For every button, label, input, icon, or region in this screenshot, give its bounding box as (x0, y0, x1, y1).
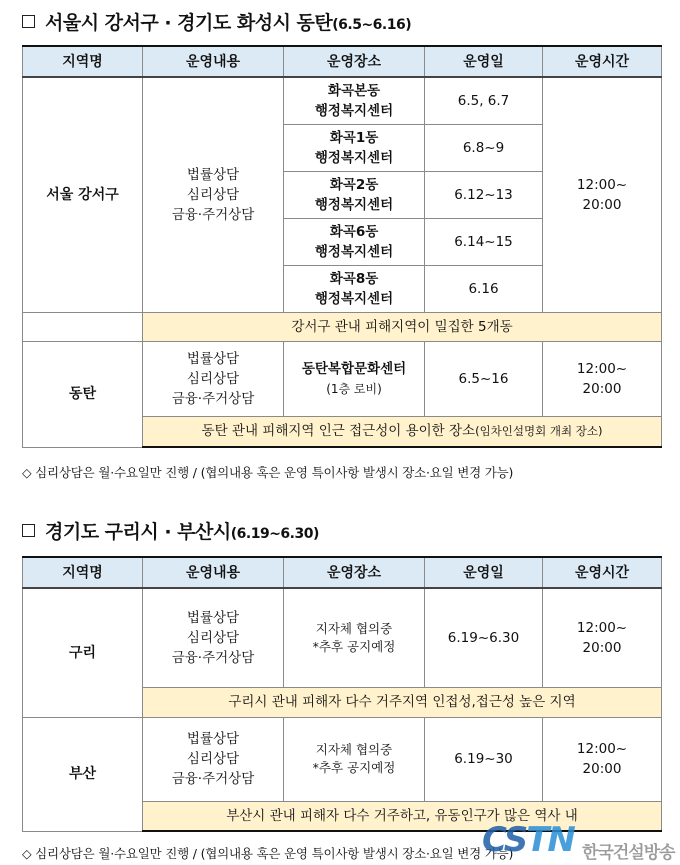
place-cell (284, 588, 425, 687)
table-row (23, 341, 662, 416)
content-line: 심리상담 (186, 370, 240, 387)
broadcaster-watermark (482, 820, 678, 864)
place-line: 화곡8동 (329, 270, 379, 287)
place-line: *추후 공지예정 (312, 760, 396, 775)
content-cell (143, 588, 284, 687)
place-line: 화곡본동 (327, 82, 381, 99)
date-cell: 6.16 (425, 265, 543, 312)
table-row (23, 588, 662, 687)
checkbox-square-icon (22, 524, 35, 537)
place-cell (284, 77, 425, 124)
content-line: 금융·주거상담 (171, 206, 255, 223)
footnote-2: ◇ 심리상담은 월·수요일만 진행 / (협의내용 혹은 운영 특이사항 발생시 장소·요일 변경 가능) (22, 846, 514, 861)
time-line: 20:00 (582, 761, 622, 777)
time-cell (543, 341, 662, 416)
content-line: 심리상담 (186, 751, 240, 767)
content-cell (143, 717, 284, 801)
section-1-title (22, 8, 411, 35)
time-line: 20:00 (582, 639, 622, 656)
time-line: 20:00 (582, 196, 622, 213)
time-cell (543, 717, 662, 801)
table-header-row (23, 557, 662, 588)
region-cell: 구리 (23, 588, 143, 717)
place-line: 행정복지센터 (314, 196, 394, 213)
region-cell: 서울 강서구 (23, 77, 143, 312)
time-line: 12:00~ (576, 176, 628, 193)
col-header-region: 지역명 (23, 46, 143, 77)
place-cell (284, 265, 425, 312)
time-line: 12:00~ (576, 619, 628, 636)
table-row (23, 77, 662, 124)
col-header-date: 운영일 (425, 46, 543, 77)
place-line: 지자체 협의중 (315, 742, 393, 757)
date-cell: 6.14~15 (425, 218, 543, 265)
note-cell: 구리시 관내 피해자 다수 거주지역 인접성,접근성 높은 지역 (143, 687, 662, 717)
content-cell (143, 341, 284, 416)
place-cell (284, 717, 425, 801)
place-cell (284, 341, 425, 416)
col-header-time: 운영시간 (543, 46, 662, 77)
place-cell (284, 124, 425, 171)
footnote-1: ◇ 심리상담은 월·수요일만 진행 / (협의내용 혹은 운영 특이사항 발생시 장소·요일 변경 가능) (22, 465, 514, 480)
date-cell: 6.12~13 (425, 171, 543, 218)
content-line: 금융·주거상담 (171, 390, 255, 407)
place-line: *추후 공지예정 (312, 638, 396, 654)
region-cell: 부산 (23, 717, 143, 831)
place-line: 행정복지센터 (314, 243, 394, 260)
place-line: 행정복지센터 (314, 290, 394, 307)
place-line: 지자체 협의중 (315, 620, 393, 636)
time-line: 12:00~ (576, 741, 628, 757)
region-cell: 동탄 (23, 341, 143, 447)
col-header-region: 지역명 (23, 557, 143, 588)
schedule-table-1 (22, 45, 662, 448)
watermark-logo: CSTN (482, 820, 574, 860)
section-1-title-text: 서울시 강서구 · 경기도 화성시 동탄 (45, 12, 333, 34)
watermark-subtitle: 한국건설방송 (582, 843, 675, 863)
place-sub-line: (1층 로비) (326, 381, 382, 396)
content-line: 법률상담 (186, 350, 240, 367)
col-header-place: 운영장소 (284, 46, 425, 77)
time-cell (543, 77, 662, 312)
content-line: 심리상담 (186, 186, 240, 203)
table-row (23, 312, 662, 341)
note-small-text: (임차인설명회 개최 장소) (475, 424, 603, 439)
date-cell: 6.8~9 (425, 124, 543, 171)
col-header-content: 운영내용 (143, 46, 284, 77)
time-line: 20:00 (582, 380, 622, 397)
section-1-period: (6.5~6.16) (332, 17, 412, 33)
note-text: 동탄 관내 피해지역 인근 접근성이 용이한 장소 (201, 423, 476, 440)
table-header-row (23, 46, 662, 77)
section-2-period: (6.19~6.30) (230, 526, 319, 542)
note-cell (143, 416, 662, 447)
date-cell: 6.5, 6.7 (425, 77, 543, 124)
content-line: 법률상담 (186, 166, 240, 183)
section-2-title (22, 517, 319, 544)
place-line: 화곡6동 (329, 223, 379, 240)
section-2-title-text: 경기도 구리시 · 부산시 (45, 521, 231, 543)
place-cell (284, 171, 425, 218)
place-line: 행정복지센터 (314, 149, 394, 166)
col-header-place: 운영장소 (284, 557, 425, 588)
checkbox-square-icon (22, 15, 35, 28)
content-line: 법률상담 (186, 731, 240, 747)
content-line: 심리상담 (186, 629, 240, 646)
place-cell (284, 218, 425, 265)
date-cell: 6.19~30 (425, 717, 543, 801)
place-line: 화곡1동 (329, 129, 379, 146)
time-line: 12:00~ (576, 360, 628, 377)
content-line: 금융·주거상담 (171, 649, 255, 666)
table-row (23, 717, 662, 801)
content-line: 법률상담 (186, 609, 240, 626)
place-line: 행정복지센터 (314, 102, 394, 119)
note-cell: 부산시 관내 피해자 다수 거주하고, 유동인구가 많은 역사 내 (143, 801, 662, 831)
place-line: 화곡2동 (329, 176, 379, 193)
col-header-time: 운영시간 (543, 557, 662, 588)
note-cell: 강서구 관내 피해지역이 밀집한 5개동 (143, 312, 662, 341)
content-line: 금융·주거상담 (171, 771, 255, 787)
col-header-date: 운영일 (425, 557, 543, 588)
time-cell (543, 588, 662, 687)
date-cell: 6.19~6.30 (425, 588, 543, 687)
region-spacer-cell (23, 312, 143, 341)
col-header-content: 운영내용 (143, 557, 284, 588)
schedule-table-2 (22, 556, 662, 832)
date-cell: 6.5~16 (425, 341, 543, 416)
content-cell (143, 77, 284, 312)
place-line: 동탄복합문화센터 (301, 360, 407, 377)
